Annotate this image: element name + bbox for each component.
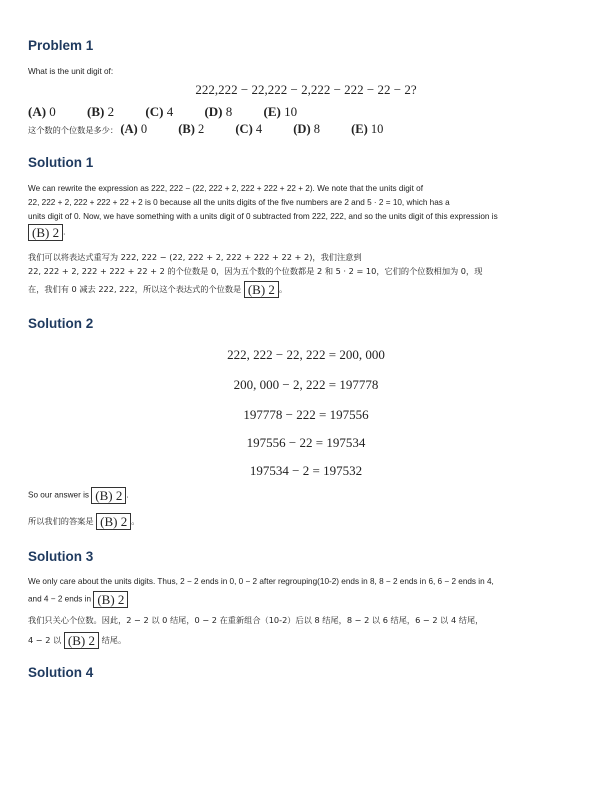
solution3-title: Solution 3 — [28, 549, 94, 564]
solution1-title: Solution 1 — [28, 155, 94, 170]
problem-question: What is the unit digit of: — [28, 67, 114, 76]
solution3-cn-line1: 我们只关心个位数。因此，2 − 2 以 0 结尾，0 − 2 在重新组合（10-2）后以 8 结尾，8 − 2 以 6 结尾，6 − 2 以 4 结尾， — [28, 615, 484, 625]
problem-expression: 222,222 − 22,222 − 2,222 − 222 − 22 − 2? — [195, 82, 417, 97]
solution3-cn-line2: 4 − 2 以 (B) 2 结尾。 — [28, 633, 127, 648]
solution2-cn-answer-box: (B) 2 — [96, 513, 131, 530]
choice-d: (D) 8 — [204, 104, 233, 119]
solution1-cn-line3: 在，我们有 0 减去 222, 222，所以这个表达式的个位数是 (B) 2 。 — [28, 282, 288, 297]
solution2-title: Solution 2 — [28, 316, 94, 331]
choice-c: (C) 4 — [145, 104, 174, 119]
solution2-answer-box: (B) 2 — [91, 487, 126, 504]
solution3-line1: We only care about the units digits. Thus, 2 − 2 ends in 0, 0 − 2 after regrouping(10-2) ends in 8, 8 − 2 ends in 6, 6 − 2 ends in 4, — [28, 577, 494, 586]
solution2-step-4: 197556 − 22 = 197534 — [246, 435, 366, 450]
solution2-conclusion-cn: 所以我们的答案是 (B) 2 。 — [28, 514, 140, 529]
solution4-title: Solution 4 — [28, 665, 94, 680]
solution1-answer-row: (B) 2 . — [28, 224, 65, 241]
solution1-cn-line2: 22, 222 + 2, 222 + 222 + 22 + 2 的个位数是 0，因为五个数的个位数都是 2 和 5 · 2 = 10，它们的个位数相加为 0，现 — [28, 266, 483, 276]
problem-question-cn: 这个数的个位数是多少： (A) 0 (B) 2 (C) 4 (D) 8 (E) 10 — [28, 122, 384, 136]
solution1-cn-line1: 我们可以将表达式重写为 222, 222 − (22, 222 + 2, 222 + 222 + 22 + 2)，我们注意到 — [28, 252, 362, 262]
solution3-answer-box: (B) 2 — [93, 591, 128, 608]
solution1-cn-answer-box: (B) 2 — [244, 281, 279, 298]
solution1-line2: 22, 222 + 2, 222 + 222 + 22 + 2 is 0 because all the units digits of the five numbers are 2 and 5 · 2 = 10, which has a — [28, 198, 450, 207]
choice-e: (E) 10 — [263, 104, 298, 119]
solution2-conclusion: So our answer is (B) 2 . — [28, 488, 129, 503]
choice-a: (A) 0 — [28, 104, 56, 119]
choice-b: (B) 2 — [87, 104, 115, 119]
solution2-step-3: 197778 − 222 = 197556 — [243, 407, 369, 422]
answer-choices — [28, 104, 325, 120]
solution2-step-1: 222, 222 − 22, 222 = 200, 000 — [227, 347, 385, 362]
solution2-step-2: 200, 000 − 2, 222 = 197778 — [233, 377, 379, 392]
solution3-line2: and 4 − 2 ends in (B) 2 — [28, 591, 128, 608]
solution1-answer-box: (B) 2 — [28, 224, 63, 241]
solution1-line3: units digit of 0. Now, we have something with a units digit of 0 subtracted from 222, 222, and so the units digit of this expression is — [28, 212, 498, 221]
problem-title: Problem 1 — [28, 38, 94, 53]
solution1-line1: We can rewrite the expression as 222, 222 − (22, 222 + 2, 222 + 222 + 22 + 2). We note that the units digit of — [28, 184, 423, 193]
solution3-cn-answer-box: (B) 2 — [64, 632, 99, 649]
solution2-step-5: 197534 − 2 = 197532 — [249, 463, 363, 478]
